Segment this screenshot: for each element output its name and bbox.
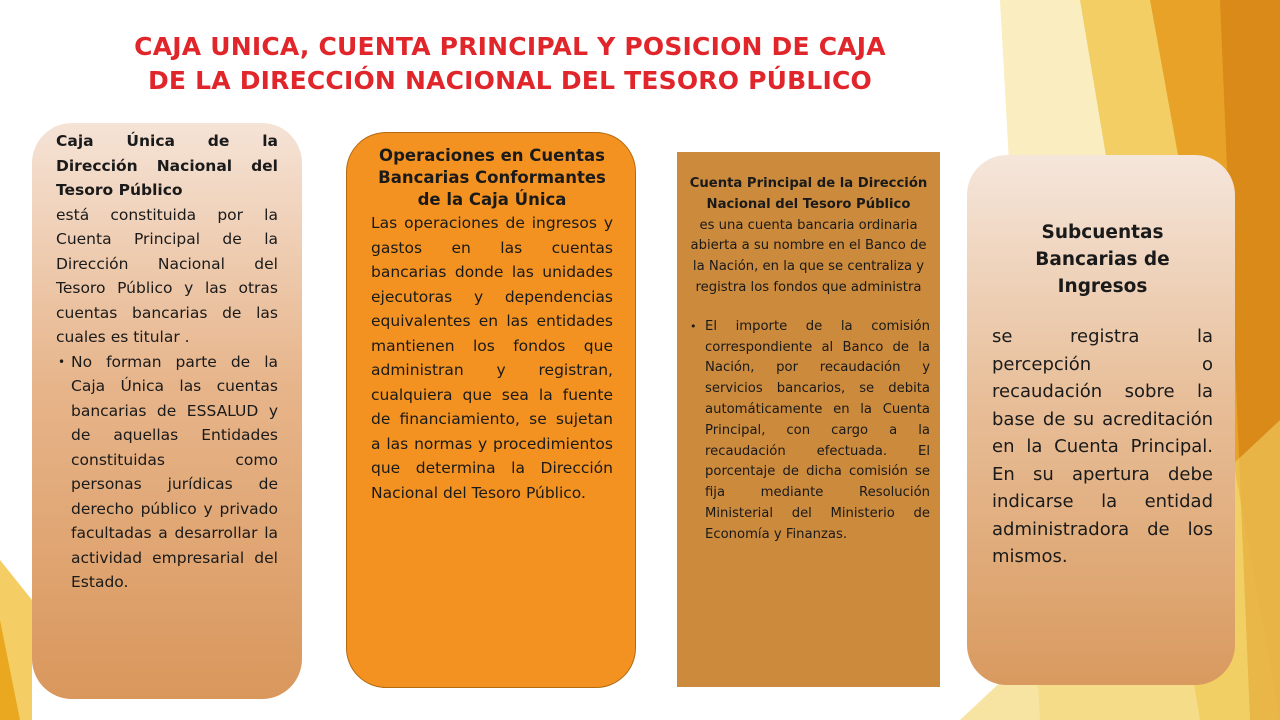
operaciones-body: Las operaciones de ingresos y gastos en las cuentas bancarias donde las unidades ejecutoras y dependencias equivalentes en las entidades mantienen los fondos que administran y registran, cualquiera que sea la fuente de financiamiento, se sujetan a las normas y procedimientos que determina la Dirección Nacional del Tesoro Público. (371, 214, 613, 502)
operaciones-box (346, 132, 636, 688)
cuenta-principal-body: es una cuenta bancaria ordinaria abierta a su nombre en el Banco de la Nación, en la que se centraliza y registra los fondos que administra (690, 217, 927, 295)
caja-unica-bullet-list (56, 350, 278, 595)
cuenta-principal-bullet: • El importe de la comisión correspondiente al Banco de la Nación, por recaudación y servicios bancarios, se debita automáticamente en la Cuenta Principal, con cargo a la recaudación efectuada. El porcentaje de dicha comisión se fija mediante Resolución Ministerial del Ministerio de Economía y Finanzas. (705, 317, 930, 546)
cuenta-principal-heading: Cuenta Principal de la Dirección Nacional del Tesoro Público (689, 176, 928, 212)
subcuentas-heading: Subcuentas Bancarias de Ingresos (1035, 222, 1170, 297)
subcuentas-body: se registra la percepción o recaudación sobre la base de su acreditación en la Cuenta Principal. En su apertura debe indicarse la entidad administradora de los mismos. (992, 326, 1213, 567)
caja-unica-heading: Caja Única de la Dirección Nacional del Tesoro Público (56, 132, 278, 199)
title-line-1: CAJA UNICA, CUENTA PRINCIPAL Y POSICION DE CAJA (134, 32, 886, 61)
title-line-2: DE LA DIRECCIÓN NACIONAL DEL TESORO PÚBLICO (147, 66, 873, 95)
cuenta-principal-bullet-list (687, 317, 930, 546)
caja-unica-bullet: • No forman parte de la Caja Única las cuentas bancarias de ESSALUD y de aquellas Entidades constituidas como personas jurídicas de derecho público y privado facultadas a desarrollar la actividad empresarial del Estado. (71, 350, 278, 595)
caja-unica-body: está constituida por la Cuenta Principal de la Dirección Nacional del Tesoro Público y las otras cuentas bancarias de las cuales es titular . (56, 205, 278, 346)
cuenta-principal-box (677, 152, 940, 687)
caja-unica-box (32, 123, 302, 699)
slide-title (60, 30, 960, 98)
subcuentas-box (967, 155, 1235, 685)
operaciones-heading: Operaciones en Cuentas Bancarias Conformantes de la Caja Única (378, 146, 606, 209)
